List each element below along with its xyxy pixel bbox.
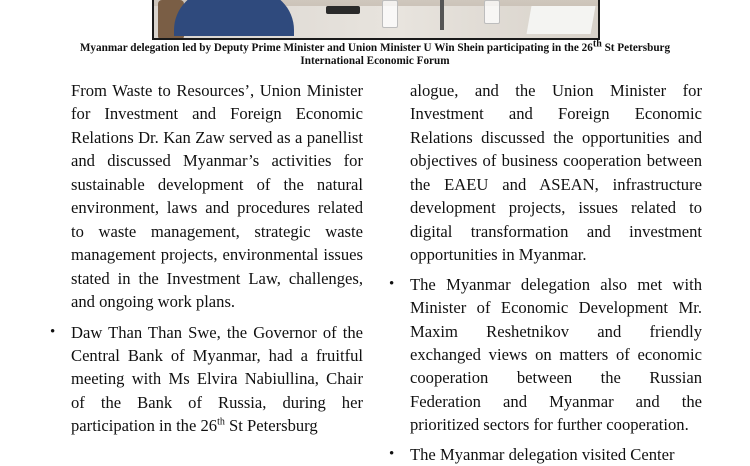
water-glass bbox=[484, 0, 500, 24]
bullet-dot: • bbox=[389, 275, 395, 292]
continued-paragraph: alogue, and the Union Minister for Investment and Foreign Economic Relations discussed the opportunities and objectives of business cooperation between the EAEU and ASEAN, infrastructure development projects, issues related to digital transformation and investment opportunities in Myanmar. bbox=[410, 81, 702, 265]
delegation-photo bbox=[152, 0, 600, 40]
phone-on-table bbox=[326, 6, 360, 14]
bullet-dot: • bbox=[50, 323, 56, 340]
bullet-dot: • bbox=[389, 445, 395, 462]
bullet-item: • The Myanmar delegation also met with Minister of Economic Development Mr. Maxim Reshetnikov and friendly exchanged views on matters of economic cooperation between the Russian Federation and Myanmar and the prioritized sectors for further cooperation. bbox=[389, 274, 702, 435]
bullet-item: • Daw Than Than Swe, the Governor of the Central Bank of Myanmar, had a fruitful meeting with Ms Elvira Nabiullina, Chair of the Bank of Russia, during her participation in the 26th St Petersburg bbox=[50, 322, 363, 436]
bullet-item: • The Myanmar delegation visited Center bbox=[410, 443, 702, 466]
right-column bbox=[389, 79, 702, 466]
continued-paragraph: From Waste to Resources’, Union Minister for Investment and Foreign Economic Relations Dr. Kan Zaw served as a panellist and discussed Myanmar’s activities for sustainable development of the natural environment, laws and procedures related to waste management, strategic waste management projects, environmental issues stated in the Investment Law, challenges, and ongoing work plans. bbox=[71, 81, 363, 312]
photo-caption: Myanmar delegation led by Deputy Prime Minister and Union Minister U Win Shein participating in the 26th St Petersburg International Economic Forum bbox=[79, 38, 671, 67]
delegate-figure bbox=[174, 0, 294, 36]
document-sheet bbox=[527, 6, 596, 34]
left-column bbox=[50, 79, 363, 438]
microphone bbox=[440, 0, 444, 30]
water-glass bbox=[382, 0, 398, 28]
